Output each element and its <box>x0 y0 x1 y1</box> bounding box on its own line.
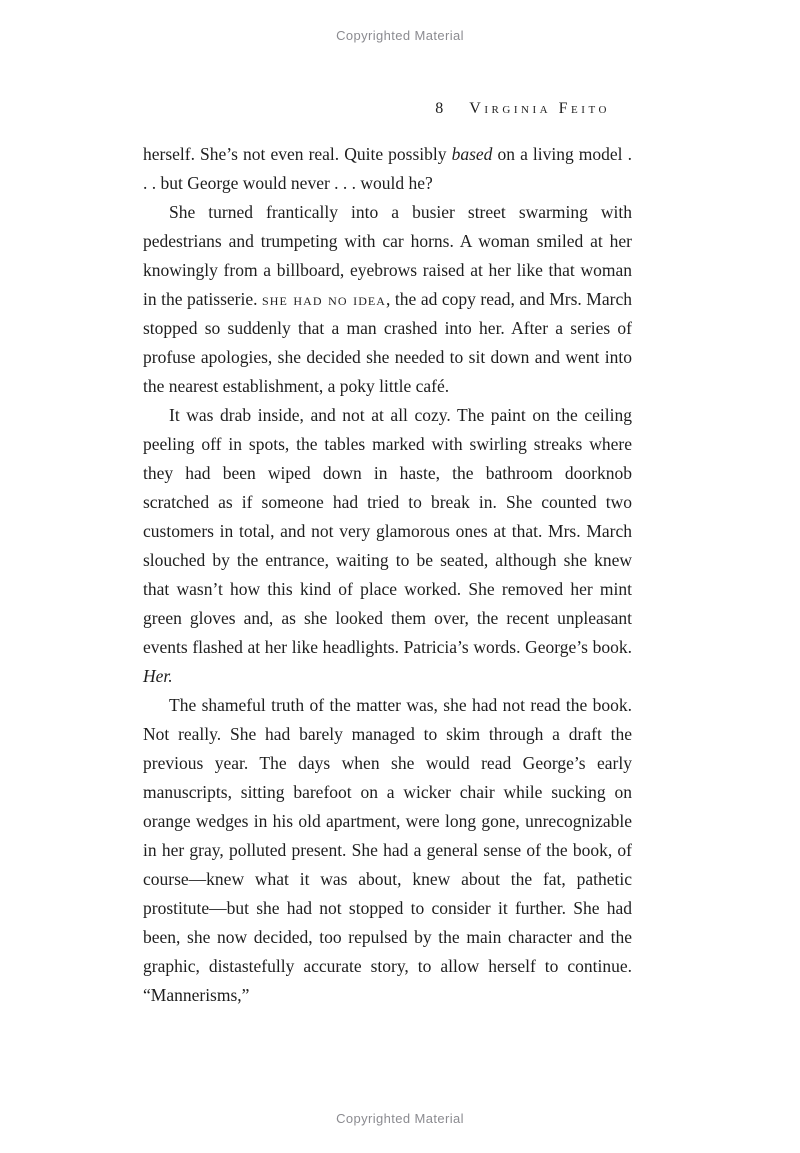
smallcaps-text-run: she had no idea <box>262 289 387 309</box>
paragraph <box>143 691 632 1010</box>
paragraph <box>143 198 632 401</box>
running-header <box>143 100 632 118</box>
text-run: It was drab inside, and not at all cozy. The paint on the ceiling peeling off in spots, the tables marked with swirling streaks where they had been wiped down in haste, the bathroom doorknob scratched as if someone had tried to break in. She counted two customers in total, and not very glamorous ones at that. Mrs. March slouched by the entrance, waiting to be seated, although she knew that wasn’t how this kind of place worked. She removed her mint green gloves and, as she looked them over, the recent unpleasant events flashed at her like headlights. Patricia’s words. George’s book. <box>143 405 632 657</box>
italic-text-run: based <box>451 144 493 164</box>
body-text <box>143 140 632 1010</box>
text-run: The shameful truth of the matter was, she had not read the book. Not really. She had barely managed to skim through a draft the previous year. The days when she would read George’s early manuscripts, sitting barefoot on a wicker chair while sucking on orange wedges in his old apartment, were long gone, unrecognizable in her gray, polluted present. She had a general sense of the book, of course—knew what it was about, knew about the fat, pathetic prostitute—but she had not stopped to consider it further. She had been, she now decided, too repulsed by the main character and the graphic, distastefully accurate story, to allow herself to continue. “Mannerisms,” <box>143 695 632 1005</box>
paragraph <box>143 140 632 198</box>
copyright-notice-bottom: Copyrighted Material <box>336 1111 464 1126</box>
italic-text-run: Her. <box>143 666 173 686</box>
text-run: She turned frantically into a busier street swarming with pedestrians and trumpeting with car horns. A woman smiled at her knowingly from a billboard, eyebrows raised at her like that woman in the patisserie. <box>143 202 632 309</box>
text-run: herself. She’s not even real. Quite possibly <box>143 144 452 164</box>
text-run: on a living model . . . but George would never . . . would he? <box>143 144 632 193</box>
page-number: 8 <box>435 100 444 117</box>
author-name: Virginia Feito <box>469 100 610 117</box>
copyright-notice-top: Copyrighted Material <box>336 28 464 43</box>
text-run: , the ad copy read, and Mrs. March stopped so suddenly that a man crashed into her. After a series of profuse apologies, she decided she needed to sit down and went into the nearest establishment, a poky little café. <box>143 289 632 396</box>
paragraph <box>143 401 632 691</box>
